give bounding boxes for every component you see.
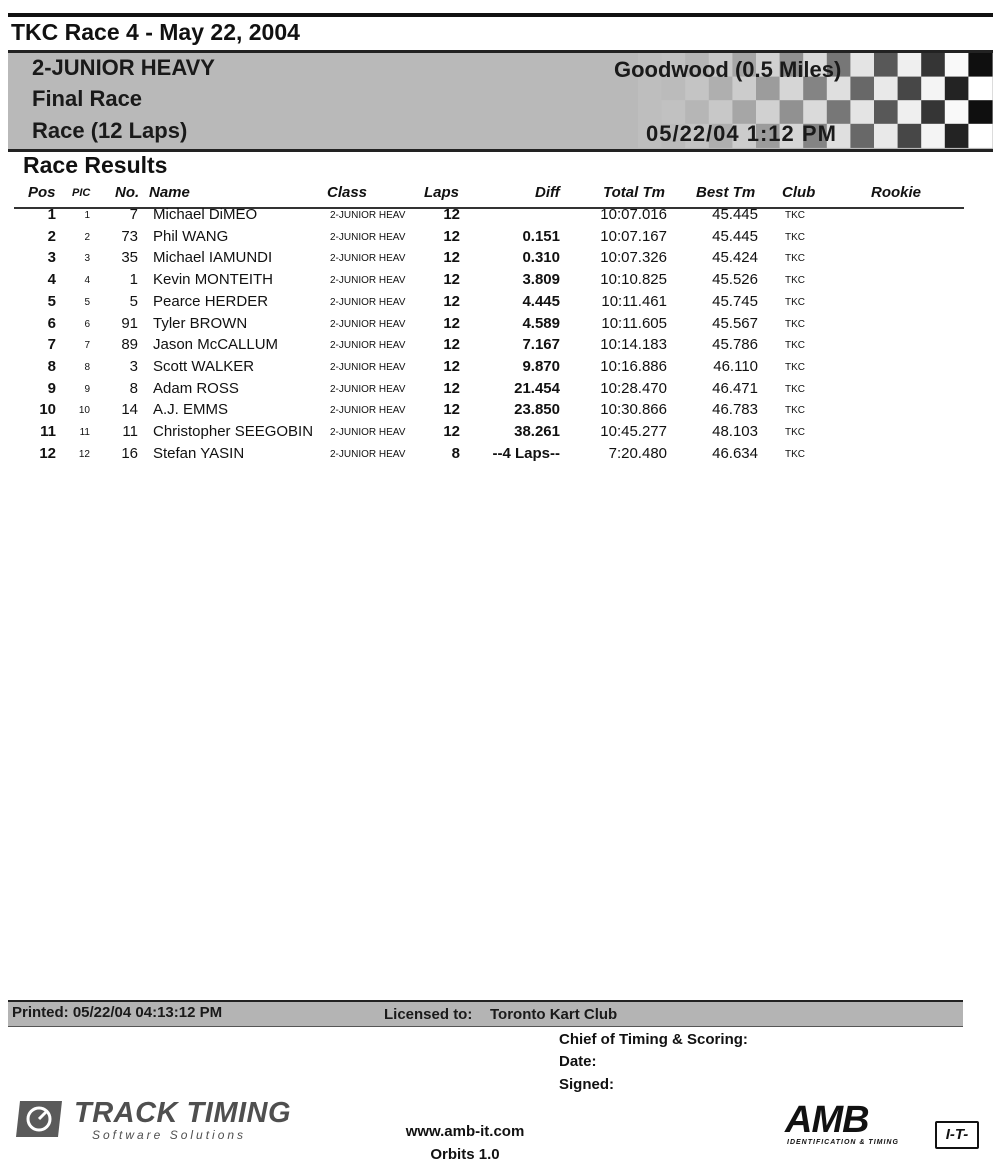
position: 2 — [47, 227, 56, 245]
amb-tagline: IDENTIFICATION & TIMING — [787, 1139, 899, 1146]
class-name: 2-JUNIOR HEAV — [330, 253, 406, 265]
kart-number: 35 — [121, 249, 138, 267]
driver-name: Adam ROSS — [153, 379, 239, 397]
col-laps: Laps — [424, 184, 460, 201]
col-pos: Pos — [28, 184, 56, 201]
lap-count: 12 — [443, 206, 460, 223]
col-pic: PIC — [72, 187, 91, 199]
driver-name: Kevin MONTEITH — [153, 271, 274, 289]
lap-count: 12 — [443, 423, 460, 440]
lap-count: 8 — [451, 444, 460, 462]
software-version: Orbits 1.0 — [430, 1146, 500, 1163]
total-time: 10:07.326 — [600, 249, 667, 267]
total-time: 10:28.470 — [600, 379, 667, 397]
class-name: 2-JUNIOR HEAV — [330, 427, 406, 438]
gap-diff: 9.870 — [522, 357, 560, 375]
lap-count: 12 — [443, 314, 460, 332]
track-timing-wordmark: TRACK TIMING — [74, 1097, 292, 1129]
col-no: No. — [115, 184, 140, 201]
total-time: 10:07.016 — [600, 206, 667, 223]
track-name: Goodwood (0.5 Miles) — [614, 57, 842, 82]
driver-name: Michael IAMUNDI — [153, 249, 273, 267]
col-rookie: Rookie — [871, 184, 922, 201]
result-row — [0, 249, 1000, 271]
class-name: 2-JUNIOR HEAV — [330, 405, 406, 417]
result-row — [0, 271, 1000, 293]
result-row — [0, 423, 1000, 445]
gap-diff: 0.310 — [522, 249, 560, 267]
race-banner — [8, 50, 993, 152]
position-in-class: 3 — [84, 253, 90, 265]
club-code: TKC — [785, 210, 805, 221]
amb-logo — [785, 1099, 985, 1153]
position-in-class: 4 — [84, 275, 90, 287]
result-row — [0, 315, 1000, 337]
col-class: Class — [327, 184, 368, 201]
club-code: TKC — [785, 427, 805, 438]
gap-diff: 3.809 — [522, 271, 560, 289]
gap-diff: 0.151 — [522, 227, 560, 245]
total-time: 10:11.605 — [601, 314, 667, 332]
best-lap-time: 46.110 — [713, 357, 758, 375]
gap-diff: --4 Laps-- — [492, 444, 560, 462]
amb-wordmark: AMB — [785, 1099, 869, 1141]
position-in-class: 11 — [79, 427, 90, 438]
event-title: TKC Race 4 - May 22, 2004 — [11, 19, 300, 45]
result-row — [0, 445, 1000, 467]
total-time: 10:45.277 — [600, 423, 667, 440]
driver-name: Christopher SEEGOBIN — [153, 423, 314, 440]
class-name: 2-JUNIOR HEAV — [330, 296, 406, 308]
kart-number: 5 — [129, 292, 138, 310]
position: 6 — [47, 314, 56, 332]
class-name: 2-JUNIOR HEAV — [330, 340, 406, 352]
position: 3 — [47, 249, 56, 267]
class-name: 2-JUNIOR HEAV — [330, 361, 406, 373]
best-lap-time: 45.567 — [712, 314, 758, 332]
col-club: Club — [782, 184, 816, 201]
position-in-class: 8 — [84, 361, 90, 373]
kart-number: 73 — [121, 227, 138, 245]
col-total-time: Total Tm — [603, 184, 665, 201]
kart-number: 91 — [121, 314, 138, 332]
lap-count: 12 — [443, 249, 460, 267]
gap-diff: 23.850 — [514, 401, 560, 419]
track-timing-tagline: Software Solutions — [92, 1128, 247, 1142]
position: 7 — [47, 336, 56, 354]
total-time: 10:07.167 — [600, 227, 667, 245]
best-lap-time: 48.103 — [712, 423, 758, 440]
kart-number: 89 — [121, 336, 138, 354]
lap-count: 12 — [443, 357, 460, 375]
best-lap-time: 45.445 — [712, 206, 758, 223]
amb-badge: I-T- — [935, 1121, 979, 1149]
club-code: TKC — [785, 383, 805, 395]
kart-number: 1 — [129, 271, 138, 289]
class-name: 2-JUNIOR HEAV — [330, 275, 406, 287]
club-code: TKC — [785, 275, 805, 287]
col-diff: Diff — [535, 184, 560, 201]
club-code: TKC — [785, 448, 805, 460]
position: 4 — [47, 271, 56, 289]
position-in-class: 7 — [84, 340, 90, 352]
driver-name: Michael DiMEO — [153, 206, 258, 223]
race-datetime: 05/22/04 1:12 PM — [646, 121, 837, 146]
best-lap-time: 46.783 — [712, 401, 758, 419]
best-lap-time: 45.786 — [712, 336, 758, 354]
kart-number: 16 — [121, 444, 138, 462]
chief-of-timing-label: Chief of Timing & Scoring: — [559, 1031, 748, 1048]
class-name: 2-JUNIOR HEAV — [330, 318, 406, 330]
total-time: 10:14.183 — [600, 336, 667, 354]
gap-diff: 7.167 — [522, 336, 560, 354]
col-best-time: Best Tm — [696, 184, 756, 201]
total-time: 7:20.480 — [608, 444, 667, 462]
driver-name: Stefan YASIN — [153, 444, 245, 462]
best-lap-time: 45.526 — [712, 271, 758, 289]
driver-name: Scott WALKER — [153, 357, 255, 375]
driver-name: Jason McCALLUM — [153, 336, 279, 354]
position-in-class: 9 — [84, 383, 90, 395]
col-name: Name — [149, 184, 190, 201]
position: 5 — [47, 292, 56, 310]
best-lap-time: 45.745 — [712, 292, 758, 310]
best-lap-time: 46.471 — [712, 379, 758, 397]
section-title: Race Results — [23, 152, 168, 178]
class-heading: 2-JUNIOR HEAVY — [32, 55, 215, 80]
race-info-heading: Race (12 Laps) — [32, 118, 188, 143]
position: 8 — [47, 357, 56, 375]
lap-count: 12 — [443, 292, 460, 310]
club-code: TKC — [785, 405, 805, 417]
signed-label: Signed: — [559, 1076, 614, 1093]
date-label: Date: — [559, 1053, 597, 1070]
website-text: www.amb-it.com — [405, 1123, 525, 1140]
licensed-label: Licensed to: — [384, 1006, 473, 1023]
result-row — [0, 380, 1000, 402]
result-row — [0, 293, 1000, 315]
footer-bar — [8, 1000, 963, 1027]
club-code: TKC — [785, 231, 805, 243]
printed-timestamp: Printed: 05/22/04 04:13:12 PM — [12, 1004, 223, 1021]
total-time: 10:10.825 — [600, 271, 667, 289]
position-in-class: 12 — [78, 448, 90, 460]
lap-count: 12 — [443, 379, 460, 397]
position-in-class: 1 — [84, 210, 90, 221]
club-code: TKC — [785, 318, 805, 330]
gap-diff: 4.589 — [522, 314, 560, 332]
result-row — [0, 228, 1000, 250]
result-row — [0, 336, 1000, 358]
track-timing-logo — [16, 1097, 306, 1145]
total-time: 10:11.461 — [601, 292, 667, 310]
position-in-class: 5 — [84, 296, 90, 308]
kart-number: 7 — [129, 206, 138, 223]
class-name: 2-JUNIOR HEAV — [330, 231, 406, 243]
driver-name: A.J. EMMS — [153, 401, 229, 419]
total-time: 10:30.866 — [600, 401, 667, 419]
position-in-class: 2 — [84, 231, 90, 243]
best-lap-time: 45.424 — [712, 249, 758, 267]
club-code: TKC — [785, 340, 805, 352]
result-row — [0, 358, 1000, 380]
class-name: 2-JUNIOR HEAV — [330, 210, 406, 221]
driver-name: Pearce HERDER — [153, 292, 269, 310]
lap-count: 12 — [443, 227, 460, 245]
total-time: 10:16.886 — [600, 357, 667, 375]
result-row — [0, 401, 1000, 423]
kart-number: 3 — [129, 357, 138, 375]
driver-name: Tyler BROWN — [153, 314, 248, 332]
position: 10 — [39, 401, 56, 419]
club-code: TKC — [785, 253, 805, 265]
position: 9 — [47, 379, 56, 397]
club-code: TKC — [785, 296, 805, 308]
kart-number: 8 — [129, 379, 138, 397]
top-rule — [8, 13, 993, 17]
position: 12 — [39, 444, 56, 462]
driver-name: Phil WANG — [153, 227, 229, 245]
stopwatch-icon — [16, 1099, 64, 1139]
kart-number: 14 — [121, 401, 138, 419]
session-heading: Final Race — [32, 86, 143, 111]
class-name: 2-JUNIOR HEAV — [330, 448, 406, 460]
lap-count: 12 — [443, 401, 460, 419]
gap-diff: 21.454 — [514, 379, 560, 397]
lap-count: 12 — [443, 271, 460, 289]
position: 11 — [40, 423, 56, 440]
licensed-to: Toronto Kart Club — [490, 1006, 618, 1023]
best-lap-time: 46.634 — [712, 444, 758, 462]
position: 1 — [47, 206, 56, 223]
lap-count: 12 — [443, 336, 460, 354]
position-in-class: 6 — [84, 318, 90, 330]
best-lap-time: 45.445 — [712, 227, 758, 245]
club-code: TKC — [785, 361, 805, 373]
kart-number: 11 — [122, 423, 138, 440]
class-name: 2-JUNIOR HEAV — [330, 383, 406, 395]
gap-diff: 4.445 — [522, 292, 560, 310]
position-in-class: 10 — [78, 405, 90, 417]
result-row — [0, 206, 1000, 228]
gap-diff: 38.261 — [514, 423, 560, 440]
